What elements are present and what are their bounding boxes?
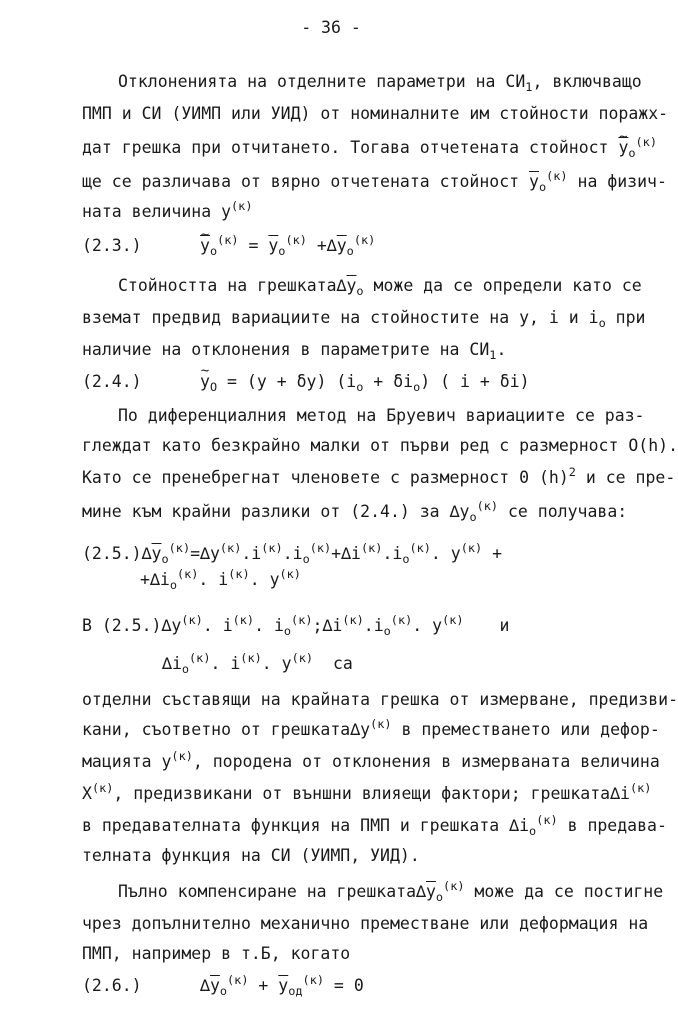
symbol-y: $\overline{y}$ bbox=[268, 236, 279, 255]
symbol-y: $\overline{y}$ bbox=[346, 276, 357, 295]
symbol-i: i bbox=[251, 544, 262, 563]
subscript: од bbox=[288, 984, 303, 999]
superscript: (к) bbox=[181, 612, 203, 627]
equation-2-6: (2.6.) $\Delta\overline{y}_o^{(к)} + \overline{y}_{од}^{(к)} = 0$ bbox=[82, 972, 364, 999]
symbol-i: i bbox=[519, 816, 530, 835]
delta-symbol: ∆ bbox=[200, 976, 210, 995]
p3-line-3 bbox=[82, 464, 676, 488]
variation-symbol: δ bbox=[393, 372, 404, 391]
superscript: (к) bbox=[227, 972, 249, 987]
superscript: (к) bbox=[390, 612, 413, 627]
text: кани, съответно от грешката bbox=[82, 720, 351, 739]
subscript: o bbox=[598, 316, 606, 331]
p3-line-4 bbox=[82, 498, 628, 525]
superscript: (к) bbox=[353, 232, 376, 247]
p4-line-2: $\Delta i_o^{(к)}$. $i^{(к)}$. $y^{(к)}$ са bbox=[162, 650, 353, 677]
subscript: o bbox=[402, 552, 410, 567]
symbol-y: y bbox=[200, 372, 210, 391]
text: . bbox=[496, 340, 507, 359]
equation-2-3: (2.3.) ~ $\overline{y}_o^{(к)} = \overline{y}_o^{(к)} +\Delta\overline{y}_o^{(к)}$ bbox=[82, 236, 375, 256]
subscript: 1 bbox=[489, 348, 497, 363]
symbol-y: y bbox=[256, 372, 267, 391]
tilde-y bbox=[200, 236, 210, 256]
symbol-y: y bbox=[171, 616, 182, 635]
symbol-y: y bbox=[432, 616, 443, 635]
superscript: (к) bbox=[219, 540, 242, 555]
delta-symbol: ∆ bbox=[336, 276, 347, 295]
superscript: (к) bbox=[476, 498, 499, 513]
symbol-y: $\overline{y}$ bbox=[336, 236, 347, 255]
variation-symbol: δ bbox=[296, 372, 307, 391]
text: наличие на отклонения в параметрите на СИ bbox=[82, 340, 490, 359]
text: В (2.5.) bbox=[82, 616, 162, 635]
symbol-y: y bbox=[161, 752, 172, 771]
text: вземат предвид вариациите на стойностите на у, i и i bbox=[82, 308, 599, 327]
subscript: o bbox=[219, 984, 228, 999]
subscript: o bbox=[469, 510, 477, 525]
symbol-y: $\overline{y}$ bbox=[425, 882, 436, 901]
delta-symbol: ∆ bbox=[341, 544, 352, 563]
superscript: (к) bbox=[342, 612, 364, 627]
page-number: - 36 - bbox=[301, 18, 361, 37]
subscript: o bbox=[356, 284, 364, 299]
superscript: (к) bbox=[635, 134, 657, 149]
superscript: (к) bbox=[291, 650, 314, 665]
superscript: (к) bbox=[240, 650, 262, 665]
text: може да се постигне bbox=[464, 882, 664, 901]
superscript: (к) bbox=[279, 566, 301, 581]
subscript: o bbox=[283, 624, 292, 639]
symbol-i: i bbox=[346, 372, 357, 391]
p1-line-5 bbox=[82, 198, 253, 222]
p1-line-3 bbox=[82, 134, 657, 161]
subscript: o bbox=[161, 552, 169, 567]
symbol-y: $\overline{y}$ bbox=[200, 236, 210, 255]
delta-symbol: ∆ bbox=[149, 570, 160, 589]
symbol-i: i bbox=[218, 570, 229, 589]
delta-symbol: ∆ bbox=[200, 544, 210, 563]
symbol-i: i bbox=[459, 372, 470, 391]
symbol-y: $\overline{y}$ bbox=[151, 544, 162, 563]
p4-line-5 bbox=[82, 748, 660, 772]
subscript: o bbox=[209, 244, 218, 259]
text: в предавателната функция на ПМП и грешката bbox=[82, 816, 510, 835]
symbol-i: i bbox=[273, 616, 284, 635]
delta-symbol: ∆ bbox=[610, 784, 621, 803]
superscript: (к) bbox=[302, 972, 324, 987]
symbol-y: y bbox=[450, 544, 461, 563]
p5-line-1 bbox=[118, 878, 664, 905]
symbol-y: y bbox=[459, 502, 470, 521]
text: се получава: bbox=[498, 502, 628, 521]
subscript: o bbox=[346, 244, 354, 259]
delta-symbol: ∆ bbox=[162, 654, 172, 673]
superscript: (к) bbox=[171, 748, 193, 763]
superscript: (к) bbox=[409, 540, 431, 555]
tilde-y bbox=[200, 372, 210, 392]
subscript: o bbox=[169, 578, 177, 593]
p3-line-1: По диференциалния метод на Бруевич вариациите се раз- bbox=[118, 406, 645, 425]
superscript: (к) bbox=[228, 566, 250, 581]
subscript: o bbox=[383, 624, 391, 639]
text: в преместването или дефор- bbox=[391, 720, 660, 739]
p4-line-3: отделни съставящи на крайната грешка от измерване, предизви- bbox=[82, 690, 678, 709]
text: при bbox=[605, 308, 646, 327]
superscript: (к) bbox=[231, 198, 253, 213]
symbol-y: $\overline{y}$ bbox=[278, 976, 289, 995]
symbol-y: y bbox=[221, 202, 232, 221]
subscript: o bbox=[529, 824, 537, 839]
equation-number: (2.6.) bbox=[82, 976, 142, 995]
text: , породена от отклонения в измерваната величина bbox=[192, 752, 660, 771]
symbol-i: i bbox=[392, 544, 403, 563]
text: Отклоненията на отделните параметри на СИ bbox=[118, 72, 526, 91]
p4-line-8: телната функция на СИ (УИМП, УИД). bbox=[82, 846, 420, 865]
superscript: (к) bbox=[546, 168, 568, 183]
text: в предава- bbox=[557, 816, 667, 835]
text: и се пре- bbox=[575, 468, 676, 487]
p4-line-7 bbox=[82, 812, 667, 839]
text: мацията bbox=[82, 752, 162, 771]
p1-line-4 bbox=[82, 168, 667, 195]
delta-symbol: ∆ bbox=[326, 236, 337, 255]
p2-line-3 bbox=[82, 340, 507, 363]
text: Като се пренебрегнат членовете с размерност 0 (h) bbox=[82, 468, 569, 487]
symbol-y: y bbox=[306, 372, 317, 391]
text: и bbox=[489, 616, 510, 635]
symbol-y: y bbox=[269, 570, 280, 589]
superscript: (к) bbox=[261, 540, 283, 555]
subscript: o bbox=[538, 180, 547, 195]
symbol-y: y bbox=[281, 654, 292, 673]
p1-line-2: ПМП и СИ (УИМП или УИД) от номиналните им стойности поражх- bbox=[82, 104, 669, 123]
superscript: (к) bbox=[370, 716, 392, 731]
text: ната величина bbox=[82, 202, 222, 221]
superscript: (к) bbox=[460, 540, 483, 555]
subscript: o bbox=[302, 552, 310, 567]
text: Стойността на грешката bbox=[118, 276, 337, 295]
equation-number: (2.5.) bbox=[82, 544, 142, 563]
tilde-y bbox=[618, 138, 628, 158]
p4-line-6 bbox=[82, 780, 652, 804]
p2-line-2 bbox=[82, 308, 646, 331]
equation-number: (2.4.) bbox=[82, 372, 142, 391]
subscript: o bbox=[413, 380, 421, 395]
delta-symbol: ∆ bbox=[509, 816, 520, 835]
delta-symbol: ∆ bbox=[449, 502, 460, 521]
subscript: o bbox=[628, 146, 636, 161]
text: на физич- bbox=[567, 172, 667, 191]
delta-symbol: ∆ bbox=[350, 720, 361, 739]
variation-symbol: δ bbox=[499, 372, 510, 391]
p4-line-4 bbox=[82, 716, 660, 740]
superscript: (к) bbox=[309, 540, 332, 555]
p4-line-1: В $(2.5.)\Delta y^{(к)}$. $i^{(к)}$. $i_o^{(к)};\Delta i^{(к)}.i_o^{(к)}$. $y^{(к)}$ и bbox=[82, 612, 510, 639]
superscript: (к) bbox=[217, 232, 239, 247]
delta-symbol: ∆ bbox=[141, 544, 152, 563]
subscript: 1 bbox=[525, 80, 533, 95]
symbol-i: i bbox=[292, 544, 303, 563]
superscript: (к) bbox=[360, 540, 383, 555]
text: мине към крайни разлики от (2.4.) за bbox=[82, 502, 450, 521]
subscript: o bbox=[356, 380, 364, 395]
text: , включващо bbox=[532, 72, 642, 91]
text: 0 bbox=[353, 976, 364, 995]
symbol-i: i bbox=[373, 616, 384, 635]
symbol-i: i bbox=[159, 570, 170, 589]
symbol-y: $\overline{y}$ bbox=[209, 976, 220, 995]
superscript: 2 bbox=[568, 464, 576, 479]
text: X bbox=[82, 784, 92, 803]
subscript: o bbox=[181, 662, 190, 677]
subscript: o bbox=[435, 890, 444, 905]
superscript: (к) bbox=[629, 780, 652, 795]
p1-line-1 bbox=[118, 72, 642, 95]
text: може да се определи като се bbox=[363, 276, 642, 295]
symbol-i: i bbox=[620, 784, 630, 803]
symbol-i: i bbox=[403, 372, 414, 391]
equation-2-4: (2.4.) ~ $y_O = (y + \delta y) (i_o + \delta i_o)$ ( i + δi) bbox=[82, 372, 530, 392]
text: ще се различава от вярно отчетената стойност bbox=[82, 172, 530, 191]
text: са bbox=[323, 654, 353, 673]
superscript: (к) bbox=[232, 612, 255, 627]
p2-line-1 bbox=[118, 276, 642, 299]
symbol-i: i bbox=[332, 616, 343, 635]
delta-symbol: ∆ bbox=[161, 616, 172, 635]
superscript: (к) bbox=[291, 612, 313, 627]
text: дат грешка при отчитането. Тогава отчетената стойност bbox=[82, 138, 619, 157]
superscript: (к) bbox=[442, 612, 464, 627]
symbol-i: i bbox=[509, 372, 520, 391]
text: , предизвикани от външни влияещи фактори; грешката bbox=[113, 784, 611, 803]
superscript: (к) bbox=[189, 650, 211, 665]
equation-2-5-line-1: $(2.5.)\Delta\overline{y}_o^{(к)}=\Delta y^{(к)}.i^{(к)}.i_o^{(к)}+\Delta i^{(к)}.i_o^{(к)}$. $y^{(к)}$ + bbox=[82, 540, 503, 567]
symbol-i: i bbox=[230, 654, 241, 673]
p5-line-3: ПМП, например в т.Б, когато bbox=[82, 944, 351, 963]
delta-symbol: ∆ bbox=[416, 882, 426, 901]
subscript: o bbox=[278, 244, 286, 259]
superscript: (к) bbox=[91, 780, 114, 795]
symbol-y: y bbox=[360, 720, 371, 739]
symbol-i: i bbox=[222, 616, 233, 635]
symbol-i: i bbox=[351, 544, 361, 563]
superscript: (к) bbox=[285, 232, 307, 247]
p3-line-2: глеждат като безкрайно малки от първи ред с размерност O(h). bbox=[82, 436, 678, 455]
equation-number: (2.3.) bbox=[82, 236, 142, 255]
symbol-y: $\overline{y}$ bbox=[529, 172, 539, 191]
superscript: (к) bbox=[536, 812, 558, 827]
subscript: O bbox=[209, 380, 218, 395]
text: Пълно компенсиране на грешката bbox=[118, 882, 417, 901]
symbol-y: $\overline{y}$ bbox=[618, 138, 629, 157]
symbol-i: i bbox=[171, 654, 182, 673]
superscript: (к) bbox=[176, 566, 199, 581]
equation-2-5-line-2: $+\Delta i_o^{(к)}$. $i^{(к)}$. $y^{(к)}$ bbox=[140, 566, 301, 593]
p5-line-2: чрез допълнително механично преместване или деформация на bbox=[82, 914, 649, 933]
superscript: (к) bbox=[443, 878, 465, 893]
superscript: (к) bbox=[168, 540, 191, 555]
symbol-y: y bbox=[209, 544, 220, 563]
delta-symbol: ∆ bbox=[322, 616, 333, 635]
